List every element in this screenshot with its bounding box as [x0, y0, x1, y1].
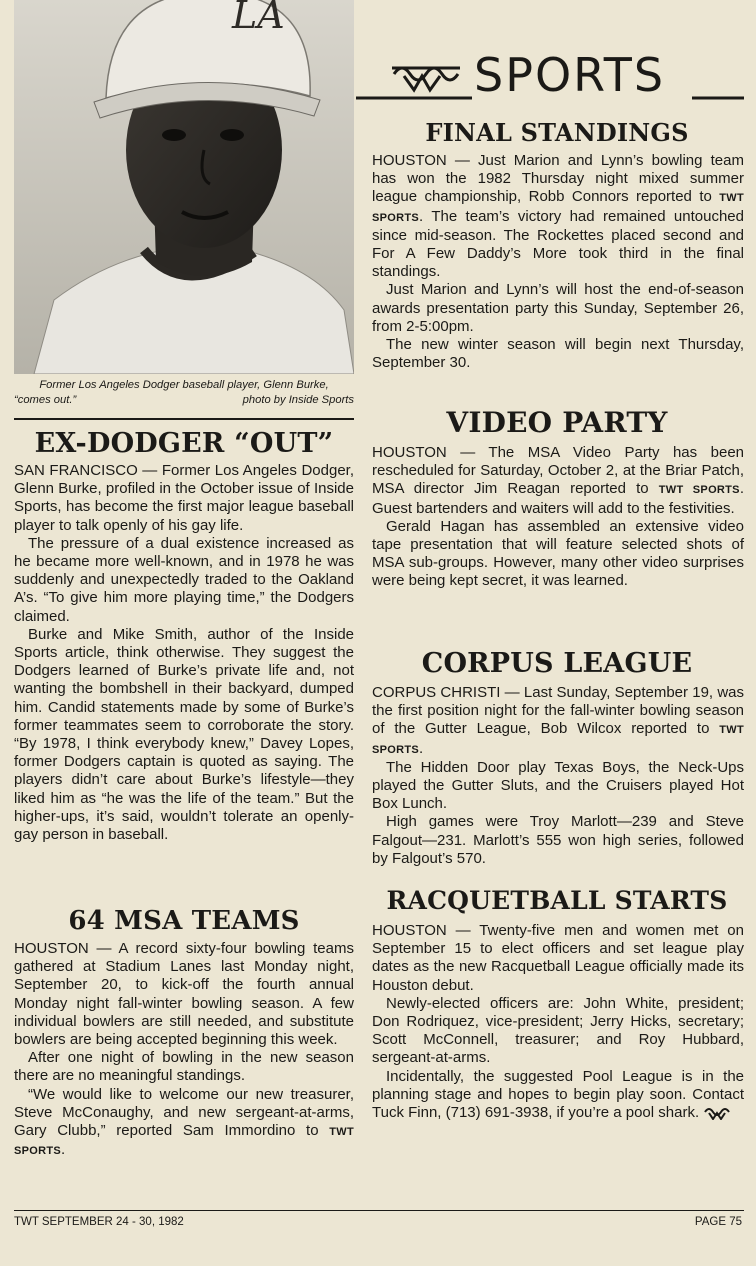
paragraph: HOUSTON — Twenty-five men and women met on September 15 to elect officers and set league play dates as the new Racquetball League officially made its Houston debut.	[372, 922, 744, 994]
twt-logo-icon	[392, 68, 460, 90]
article-msa-teams	[14, 940, 354, 1160]
paragraph: The Hidden Door play Texas Boys, the Neck-Ups played the Gutter Sluts, and the Cruisers played Hot Box Lunch.	[372, 758, 744, 813]
paragraph: The new winter season will begin next Thursday, September 30.	[372, 336, 744, 372]
portrait-illustration	[14, 0, 354, 374]
paragraph-text: HOUSTON — The MSA Video Party has been rescheduled for Saturday, October 2, at the Briar Patch, MSA director Jim Reagan reported to	[372, 444, 744, 498]
article-final-standings	[372, 152, 744, 372]
paragraph	[372, 444, 744, 518]
footer-rule	[14, 1210, 744, 1211]
headline-video-party: VIDEO PARTY	[446, 406, 668, 439]
paragraph	[372, 684, 744, 759]
twt-sports-brand: TWT SPORTS	[372, 192, 745, 224]
paragraph-text: HOUSTON — Just Marion and Lynn’s bowling team has won the 1982 Thursday night mixed summer league championship, Robb Connors reported to	[372, 152, 744, 206]
paragraph: HOUSTON — A record sixty-four bowling teams gathered at Stadium Lanes last Monday night, September 20, to kick-off the fourth annual Monday night fall-winter bowling season. A few individual bowlers are still needed, and substitute bowlers are being accepted beginning this week.	[14, 940, 354, 1049]
sports-section-header	[356, 46, 744, 104]
caption-quote: “comes out.”	[14, 394, 77, 406]
article-corpus-league	[372, 684, 744, 868]
twt-sports-brand: TWT SPORTS	[658, 484, 740, 497]
photo-caption	[14, 378, 354, 408]
paragraph: Newly-elected officers are: John White, president; Don Rodriquez, vice-president; Jerry Hicks, secretary; Scott McConnell, treasurer; and Roy Hubbard, sergeant-at-arms.	[372, 994, 744, 1067]
caption-text: Former Los Angeles Dodger baseball player, Glenn Burke,	[39, 379, 329, 391]
headline-corpus-league: CORPUS LEAGUE	[421, 648, 693, 679]
paragraph-text: Incidentally, the suggested Pool League is in the planning stage and hopes to begin play soon. Contact Tuck Finn, (713) 691-3938, if you’re a pool shark.	[372, 1067, 744, 1122]
paragraph: Burke and Mike Smith, author of the Inside Sports article, think otherwise. They suggest the Dodgers learned of Burke’s private life and, not wanting the bombshell in their backyard, dumped him. Candid statements made by some of Burke’s former teammates seem to corroborate the story. “By 1978, I think everybody knew,” Davey Lopes, former Dodgers captain is quoted as saying. The players didn’t care about Burke’s lifestyle—they liked him as “he was the life of the team.” But the higher-ups, it’s said, wouldn’t tolerate an openly-gay person in baseball.	[14, 625, 354, 844]
paragraph-text: “We would like to welcome our new treasurer, Steve McConaughy, and new sergeant-at-arms, Gary Clubb,” reported Sam Immordino to	[14, 1085, 354, 1140]
paragraph: After one night of bowling in the new season there are no meaningful standings.	[14, 1049, 354, 1085]
paragraph	[372, 152, 744, 281]
issue-date: TWT SEPTEMBER 24 - 30, 1982	[14, 1216, 184, 1228]
headline-msa-teams: 64 MSA TEAMS	[68, 906, 300, 936]
paragraph	[14, 1086, 354, 1161]
paragraph: SAN FRANCISCO — Former Los Angeles Dodger, Glenn Burke, profiled in the October issue of Inside Sports, has become the first major league baseball player to talk openly of his gay life.	[14, 462, 354, 534]
punctuation: .	[61, 1141, 66, 1159]
glenn-burke-photo	[14, 0, 354, 374]
cap-logo: LA	[232, 0, 285, 37]
headline-ex-dodger: EX-DODGER “OUT”	[34, 428, 334, 459]
twt-sports-brand: TWT SPORTS	[372, 724, 745, 756]
twt-sports-brand: TWT SPORTS	[14, 1126, 355, 1158]
article-racquetball	[372, 922, 744, 1122]
paragraph-text: . Guest bartenders and waiters will add to the festivities.	[372, 480, 744, 517]
paragraph: Gerald Hagan has assembled an extensive video tape presentation that will feature selected shots of MSA sub-groups. However, many other video surprises were being kept secret, it was learned.	[372, 517, 744, 590]
headline-racquetball: RACQUETBALL STARTS	[386, 886, 728, 915]
article-video-party	[372, 444, 744, 591]
photo-credit: photo by Inside Sports	[242, 394, 354, 406]
paragraph: Just Marion and Lynn’s will host the end-of-season awards presentation party this Sunday, September 26, from 2-5:00pm.	[372, 281, 744, 335]
paragraph-text: . The team’s victory had remained untouched since mid-season. The Rockettes placed second and For A Few Daddy’s More took third in the final standings.	[372, 207, 744, 281]
section-title: SPORTS	[474, 48, 666, 102]
page-number: PAGE 75	[694, 1216, 742, 1228]
twt-end-mark-icon	[703, 1106, 733, 1120]
paragraph: The pressure of a dual existence increased as he became more well-known, and in 1978 he was suddenly and unexpectedly traded to the Oakland A’s. “To give him more playing time,” the Dodgers claimed.	[14, 534, 354, 625]
paragraph: High games were Troy Marlott—239 and Steve Falgout—231. Marlott’s 555 won high series, followed by Falgout’s 570.	[372, 813, 744, 867]
paragraph	[372, 1068, 744, 1123]
punctuation: .	[419, 739, 424, 757]
divider-rule	[14, 418, 354, 420]
article-ex-dodger	[14, 462, 354, 844]
paragraph-text: CORPUS CHRISTI — Last Sunday, September 19, was the first position night for the fall-winter bowling season of the Gutter League, Bob Wilcox reported to	[372, 684, 744, 738]
headline-final-standings: FINAL STANDINGS	[425, 118, 689, 147]
